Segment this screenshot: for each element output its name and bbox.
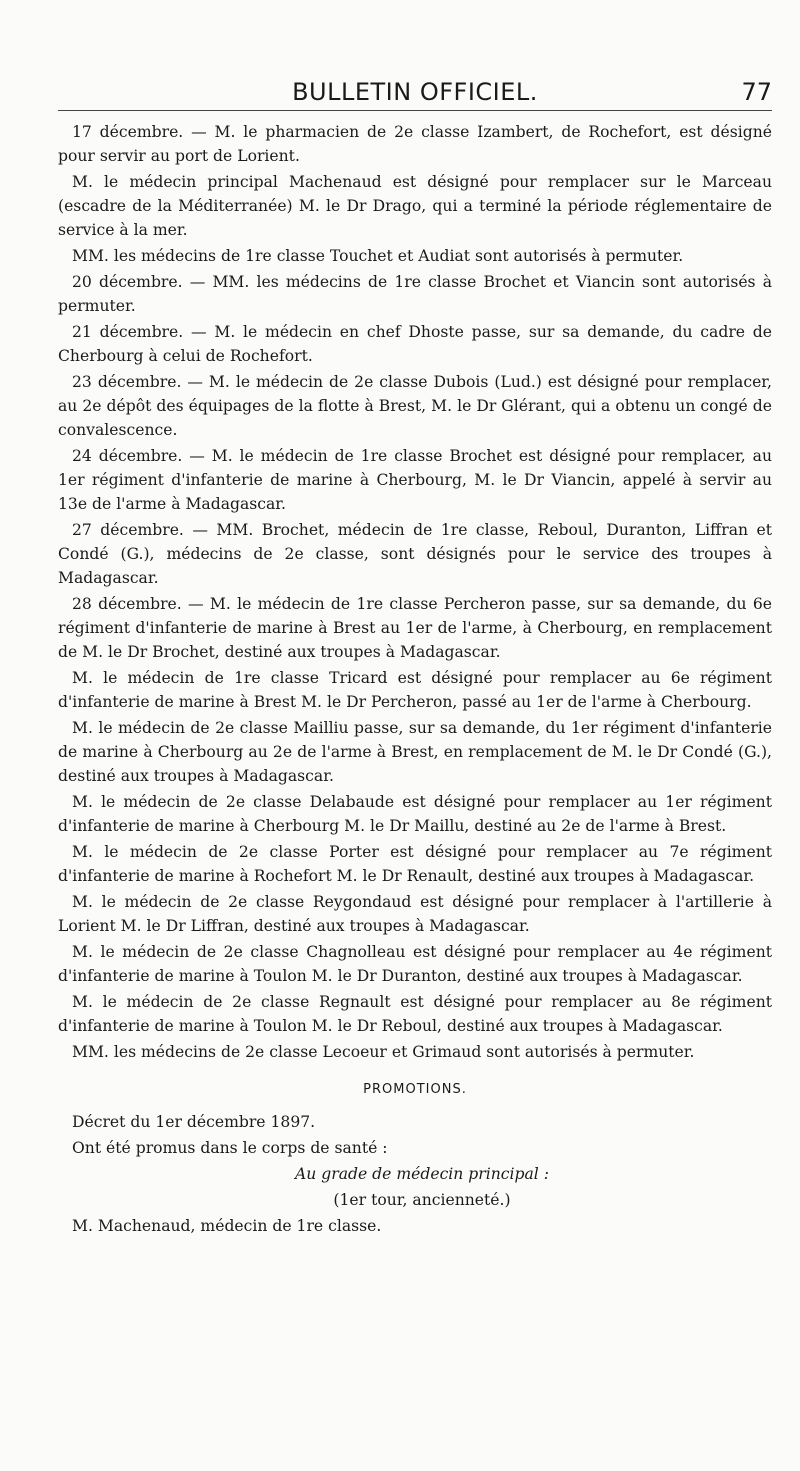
paragraph: MM. les médecins de 2e classe Lecoeur et Grimaud sont autorisés à permuter. [72, 1043, 695, 1061]
paragraph: 21 décembre. — M. le médecin en chef Dhoste passe, sur sa demande, du cadre de Cherbourg à celui de Rochefort. [58, 323, 772, 365]
paragraph: 24 décembre. — M. le médecin de 1re classe Brochet est désigné pour remplacer, au 1er régiment d'infanterie de marine à Cherbourg, M. le Dr Viancin, appelé à servir au 13e de l'arme à Madagascar. [58, 447, 772, 513]
paragraph: M. le médecin principal Machenaud est désigné pour remplacer sur le Marceau (escadre de la Méditerranée) M. le Dr Drago, qui a terminé la période réglementaire de service à la mer. [58, 173, 772, 239]
paragraph: M. le médecin de 2e classe Delabaude est désigné pour remplacer au 1er régiment d'infanterie de marine à Cherbourg M. le Dr Maillu, destiné au 2e de l'arme à Brest. [58, 793, 772, 835]
page-title: BULLETIN OFFICIEL. [292, 78, 538, 106]
paragraph: 23 décembre. — M. le médecin de 2e classe Dubois (Lud.) est désigné pour remplacer, au 2e dépôt des équipages de la flotte à Brest, M. le Dr Glérant, qui a obtenu un congé de convalescence. [58, 373, 772, 439]
paragraph: 20 décembre. — MM. les médecins de 1re classe Brochet et Viancin sont autorisés à permuter. [58, 273, 772, 315]
paragraph: M. le médecin de 2e classe Mailliu passe, sur sa demande, du 1er régiment d'infanterie de marine à Cherbourg au 2e de l'arme à Brest, en remplacement de M. le Dr Condé (G.), destiné aux troupes à Madagascar. [58, 719, 772, 785]
paragraph: M. le médecin de 1re classe Tricard est désigné pour remplacer au 6e régiment d'infanterie de marine à Brest M. le Dr Percheron, passé au 1er de l'arme à Cherbourg. [58, 669, 772, 711]
paragraph: 17 décembre. — M. le pharmacien de 2e classe Izambert, de Rochefort, est désigné pour servir au port de Lorient. [58, 123, 772, 165]
paragraph: 27 décembre. — MM. Brochet, médecin de 1re classe, Reboul, Duranton, Liffran et Condé (G.), médecins de 2e classe, sont désignés pour le service des troupes à Madagascar. [58, 521, 772, 587]
promoted-name: M. Machenaud, médecin de 1re classe. [72, 1217, 382, 1235]
intro-line: Ont été promus dans le corps de santé : [72, 1139, 388, 1157]
grade-heading: Au grade de médecin principal : [295, 1165, 549, 1183]
paragraph: M. le médecin de 2e classe Regnault est désigné pour remplacer au 8e régiment d'infanterie de marine à Toulon M. le Dr Reboul, destiné aux troupes à Madagascar. [58, 993, 772, 1035]
page-number: 77 [741, 78, 772, 106]
header-rule [58, 110, 772, 111]
paragraph: 28 décembre. — M. le médecin de 1re classe Percheron passe, sur sa demande, du 6e régiment d'infanterie de marine à Brest au 1er de l'arme, à Cherbourg, en remplacement de M. le Dr Brochet, destiné aux troupes à Madagascar. [58, 595, 772, 661]
paragraph: MM. les médecins de 1re classe Touchet et Audiat sont autorisés à permuter. [72, 247, 684, 265]
promotions-title: PROMOTIONS. [363, 1082, 467, 1097]
document-body [58, 120, 772, 1240]
paragraph: M. le médecin de 2e classe Chagnolleau est désigné pour remplacer au 4e régiment d'infanterie de marine à Toulon M. le Dr Duranton, destiné aux troupes à Madagascar. [58, 943, 772, 985]
decree-line: Décret du 1er décembre 1897. [72, 1113, 316, 1131]
paragraph: M. le médecin de 2e classe Porter est désigné pour remplacer au 7e régiment d'infanterie de marine à Rochefort M. le Dr Renault, destiné aux troupes à Madagascar. [58, 843, 772, 885]
paragraph: M. le médecin de 2e classe Reygondaud est désigné pour remplacer à l'artillerie à Lorient M. le Dr Liffran, destiné aux troupes à Madagascar. [58, 893, 772, 935]
tour-line: (1er tour, ancienneté.) [333, 1191, 511, 1209]
promotions-section [58, 1078, 772, 1238]
page-header [58, 78, 772, 108]
